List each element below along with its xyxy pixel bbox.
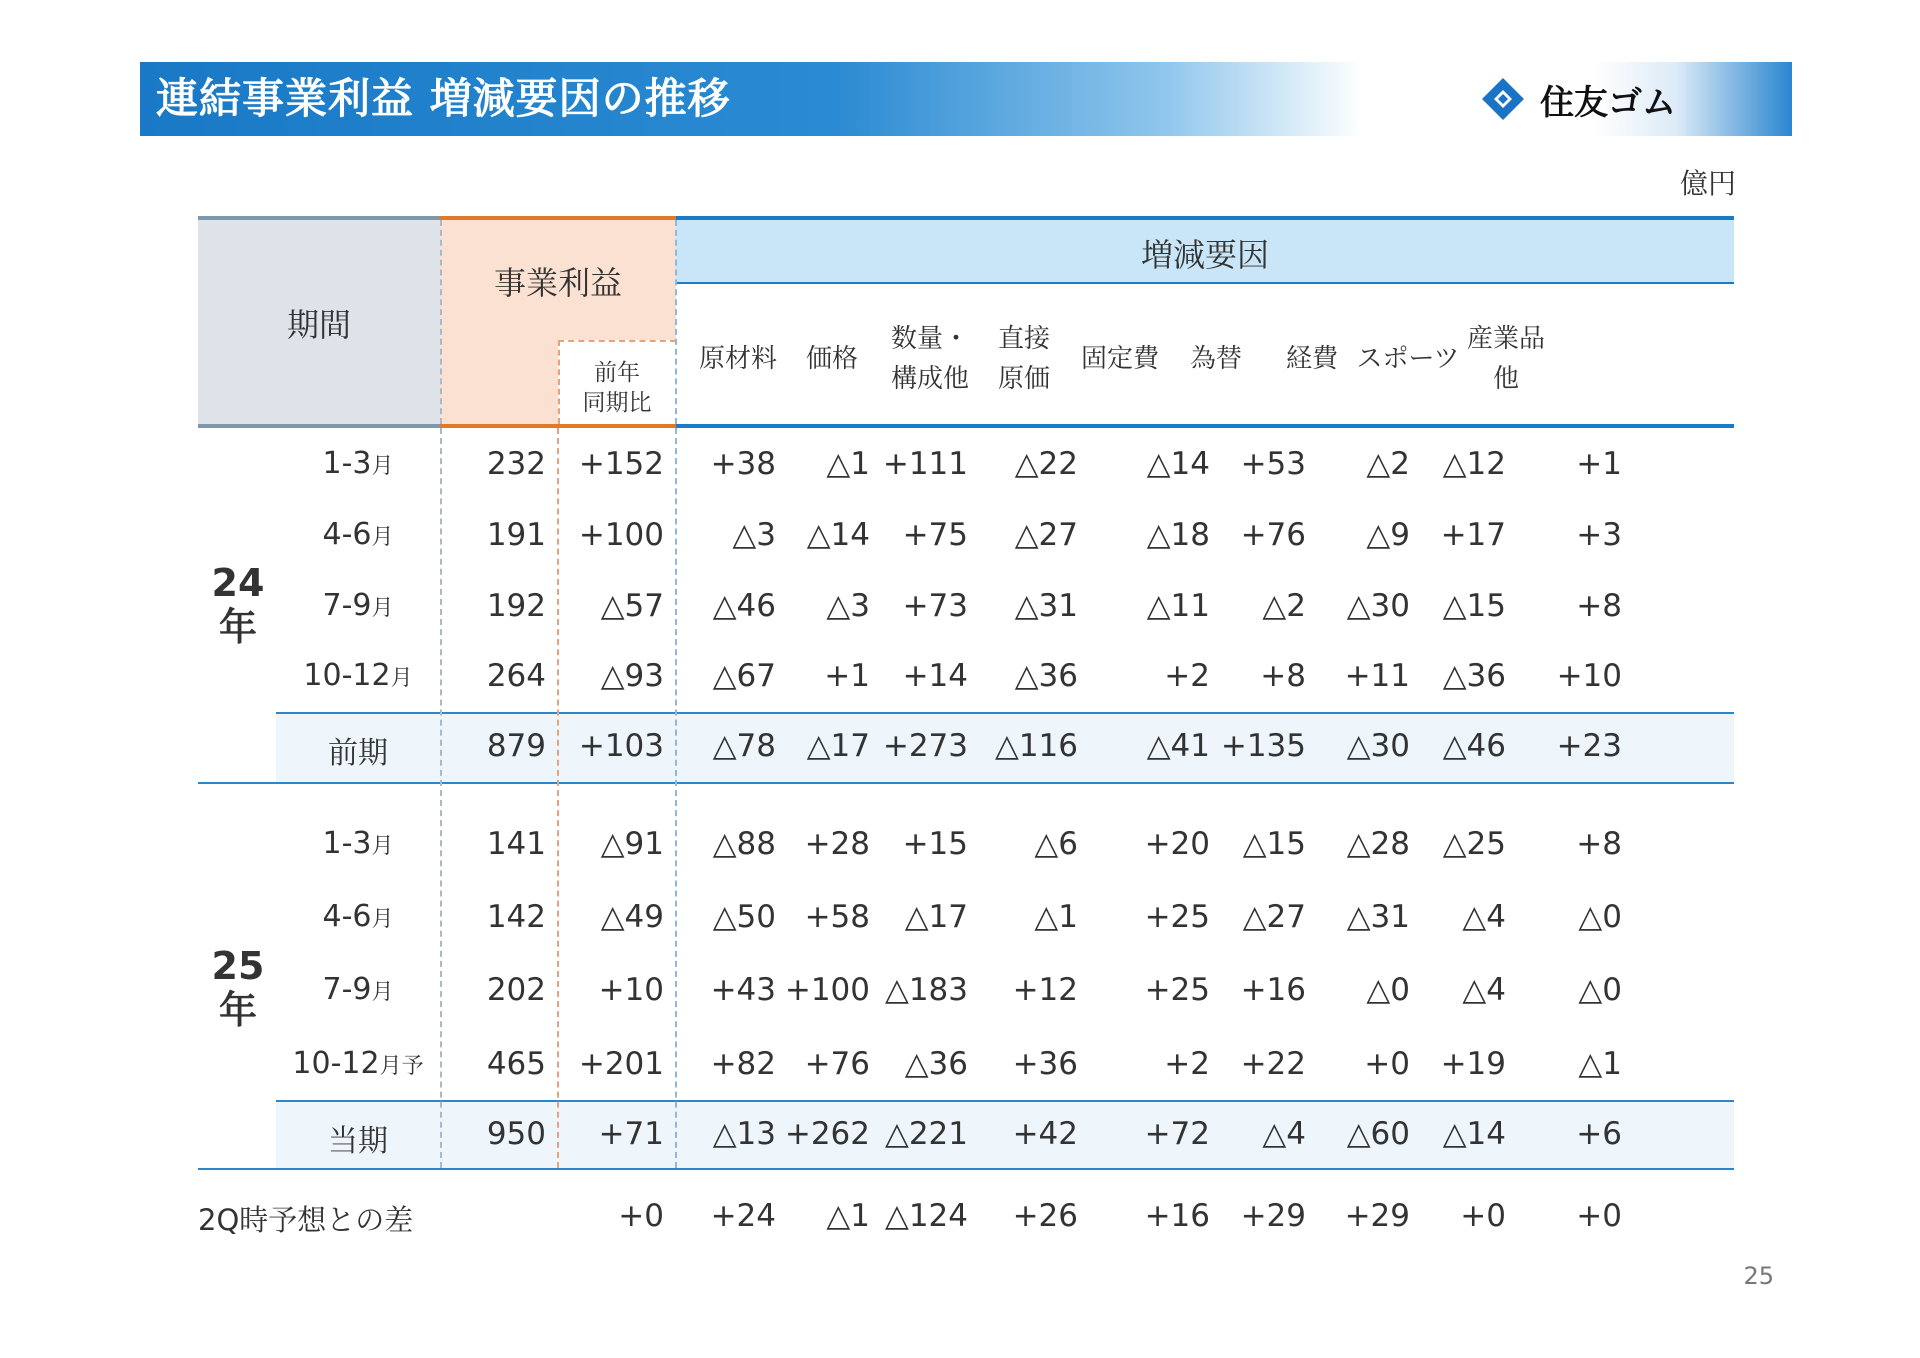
unit-label: 億円: [1679, 167, 1736, 200]
cell-value: +2: [1164, 1046, 1210, 1082]
cell-value: △30: [1346, 588, 1410, 624]
total-row-rule: [276, 1100, 1734, 1102]
cell-value: 192: [486, 588, 546, 624]
cell-value: 142: [486, 899, 546, 935]
year-end-rule: [198, 782, 1734, 784]
cell-value: +10: [1556, 658, 1622, 694]
total-label: 前期: [328, 736, 388, 771]
factor-header-5: 為替: [1189, 344, 1242, 374]
cell-value: +19: [1440, 1046, 1506, 1082]
total-value: +103: [578, 728, 664, 764]
factor-header-1: 価格: [805, 344, 858, 374]
cell-value: +25: [1144, 899, 1210, 935]
cell-value: △49: [600, 899, 664, 935]
total-value: △14: [1442, 1116, 1506, 1152]
period-label: 4-6月: [322, 517, 394, 552]
period-label: 10-12月: [303, 658, 413, 693]
factor-header-2: 数量・: [890, 324, 969, 354]
cell-value: △27: [1014, 517, 1078, 553]
period-label: 7-9月: [322, 972, 394, 1007]
factor-header-6: 経費: [1285, 344, 1338, 374]
cell-value: △0: [1366, 972, 1410, 1008]
total-label: 当期: [328, 1124, 388, 1159]
factor-header-8: 産業品: [1466, 324, 1545, 354]
cell-value: +76: [1240, 517, 1306, 553]
cell-value: +3: [1576, 517, 1622, 553]
cell-value: △15: [1442, 588, 1506, 624]
factor-header-3-line2: 原価: [997, 364, 1050, 394]
cell-value: △31: [1346, 899, 1410, 935]
cell-value: △46: [712, 588, 776, 624]
cell-value: △3: [732, 517, 776, 553]
period-label: 10-12月予: [292, 1046, 424, 1081]
cell-value: +53: [1240, 446, 1306, 482]
year-end-rule: [198, 1168, 1734, 1170]
cell-value: △57: [600, 588, 664, 624]
yoy-header-line2: 同期比: [582, 390, 652, 416]
cell-value: +58: [804, 899, 870, 935]
period-label: 1-3月: [322, 826, 394, 861]
diff-value: △1: [826, 1198, 870, 1234]
cell-value: △1: [1578, 1046, 1622, 1082]
dashed-sep-period: [440, 428, 442, 1168]
total-value: +42: [1012, 1116, 1078, 1152]
cell-value: +20: [1144, 826, 1210, 862]
diff-value: △124: [884, 1198, 968, 1234]
cell-value: +100: [578, 517, 664, 553]
factor-header-2-line2: 構成他: [890, 364, 969, 394]
cell-value: +43: [710, 972, 776, 1008]
total-value: △4: [1262, 1116, 1306, 1152]
diff-value: +24: [710, 1198, 776, 1234]
cell-value: 202: [486, 972, 546, 1008]
company-logo: [1480, 76, 1676, 122]
cell-value: +2: [1164, 658, 1210, 694]
total-value: 950: [486, 1116, 546, 1152]
cell-value: △22: [1014, 446, 1078, 482]
total-value: △30: [1346, 728, 1410, 764]
period-label: 4-6月: [322, 899, 394, 934]
diff-value: +0: [1460, 1198, 1506, 1234]
cell-value: +8: [1576, 826, 1622, 862]
cell-value: △88: [712, 826, 776, 862]
period-label: 1-3月: [322, 446, 394, 481]
year-label: 25 年: [211, 944, 265, 1032]
total-value: △116: [994, 728, 1078, 764]
cell-value: +100: [784, 972, 870, 1008]
cell-value: +1: [824, 658, 870, 694]
cell-value: △14: [1146, 446, 1210, 482]
cell-value: +152: [578, 446, 664, 482]
cell-value: △2: [1262, 588, 1306, 624]
cell-value: △11: [1146, 588, 1210, 624]
factor-header-0: 原材料: [698, 344, 777, 374]
title-bar: [140, 62, 1792, 136]
cell-value: +36: [1012, 1046, 1078, 1082]
cell-value: △6: [1034, 826, 1078, 862]
cell-value: △67: [712, 658, 776, 694]
cell-value: △183: [884, 972, 968, 1008]
total-value: △221: [884, 1116, 968, 1152]
cell-value: +28: [804, 826, 870, 862]
cell-value: 232: [486, 446, 546, 482]
total-value: +71: [598, 1116, 664, 1152]
total-value: △41: [1146, 728, 1210, 764]
cell-value: +0: [1364, 1046, 1410, 1082]
factors-header: 増減要因: [1140, 236, 1269, 274]
total-value: △78: [712, 728, 776, 764]
cell-value: 191: [486, 517, 546, 553]
cell-value: △0: [1578, 972, 1622, 1008]
cell-value: △1: [1034, 899, 1078, 935]
total-value: +273: [882, 728, 968, 764]
total-value: +135: [1220, 728, 1306, 764]
cell-value: △4: [1462, 899, 1506, 935]
diff-value: +0: [1576, 1198, 1622, 1234]
cell-value: +10: [598, 972, 664, 1008]
period-label: 7-9月: [322, 588, 394, 623]
page-number: 25: [1743, 1262, 1774, 1290]
page-title: 連結事業利益 増減要因の推移: [156, 74, 731, 123]
factor-header-8-line2: 他: [1492, 364, 1519, 394]
cell-value: +8: [1260, 658, 1306, 694]
cell-value: 465: [486, 1046, 546, 1082]
diff-value: +0: [618, 1198, 664, 1234]
yoy-header-line1: 前年: [594, 360, 640, 386]
cell-value: +201: [578, 1046, 664, 1082]
cell-value: △93: [600, 658, 664, 694]
cell-value: △1: [826, 446, 870, 482]
period-header: 期間: [286, 306, 351, 344]
cell-value: △25: [1442, 826, 1506, 862]
year-label: 24 年: [211, 561, 265, 649]
cell-value: △27: [1242, 899, 1306, 935]
factor-header-4: 固定費: [1080, 344, 1159, 374]
cell-value: +15: [902, 826, 968, 862]
cell-value: +76: [804, 1046, 870, 1082]
cell-value: +25: [1144, 972, 1210, 1008]
total-value: +6: [1576, 1116, 1622, 1152]
diff-value: +16: [1144, 1198, 1210, 1234]
factor-header-3: 直接: [997, 324, 1050, 354]
total-value: +72: [1144, 1116, 1210, 1152]
cell-value: △9: [1366, 517, 1410, 553]
cell-value: +16: [1240, 972, 1306, 1008]
dashed-sep-head-2: [675, 220, 677, 424]
cell-value: +17: [1440, 517, 1506, 553]
cell-value: △17: [904, 899, 968, 935]
cell-value: +75: [902, 517, 968, 553]
total-value: △17: [806, 728, 870, 764]
profit-factor-table: [198, 216, 1734, 1240]
cell-value: △0: [1578, 899, 1622, 935]
cell-value: △36: [1442, 658, 1506, 694]
factor-header-7: スポーツ: [1356, 344, 1460, 374]
cell-value: 264: [486, 658, 546, 694]
cell-value: +38: [710, 446, 776, 482]
logo-text: 住友ゴム: [1540, 82, 1676, 123]
total-value: +23: [1556, 728, 1622, 764]
diamond-mark-icon: [1480, 76, 1526, 122]
cell-value: △18: [1146, 517, 1210, 553]
cell-value: +73: [902, 588, 968, 624]
total-value: △60: [1346, 1116, 1410, 1152]
cell-value: +22: [1240, 1046, 1306, 1082]
cell-value: +111: [882, 446, 968, 482]
diff-value: +29: [1344, 1198, 1410, 1234]
dashed-sep-yoy: [557, 428, 559, 1168]
total-value: 879: [486, 728, 546, 764]
cell-value: △50: [712, 899, 776, 935]
cell-value: △2: [1366, 446, 1410, 482]
cell-value: △91: [600, 826, 664, 862]
dashed-sep-head-1: [440, 220, 442, 424]
cell-value: +12: [1012, 972, 1078, 1008]
cell-value: △14: [806, 517, 870, 553]
cell-value: +1: [1576, 446, 1622, 482]
cell-value: △3: [826, 588, 870, 624]
cell-value: +14: [902, 658, 968, 694]
cell-value: △31: [1014, 588, 1078, 624]
cell-value: △15: [1242, 826, 1306, 862]
total-value: △13: [712, 1116, 776, 1152]
diff-row-label: 2Q時予想との差: [198, 1203, 414, 1237]
total-value: +262: [784, 1116, 870, 1152]
dashed-sep-factors: [675, 428, 677, 1168]
cell-value: △36: [904, 1046, 968, 1082]
diff-value: +29: [1240, 1198, 1306, 1234]
total-row-rule: [276, 712, 1734, 714]
cell-value: +11: [1344, 658, 1410, 694]
cell-value: △4: [1462, 972, 1506, 1008]
cell-value: +82: [710, 1046, 776, 1082]
cell-value: △12: [1442, 446, 1506, 482]
cell-value: △28: [1346, 826, 1410, 862]
cell-value: 141: [486, 826, 546, 862]
total-value: △46: [1442, 728, 1506, 764]
diff-value: +26: [1012, 1198, 1078, 1234]
cell-value: △36: [1014, 658, 1078, 694]
cell-value: +8: [1576, 588, 1622, 624]
profit-header: 事業利益: [493, 264, 622, 302]
